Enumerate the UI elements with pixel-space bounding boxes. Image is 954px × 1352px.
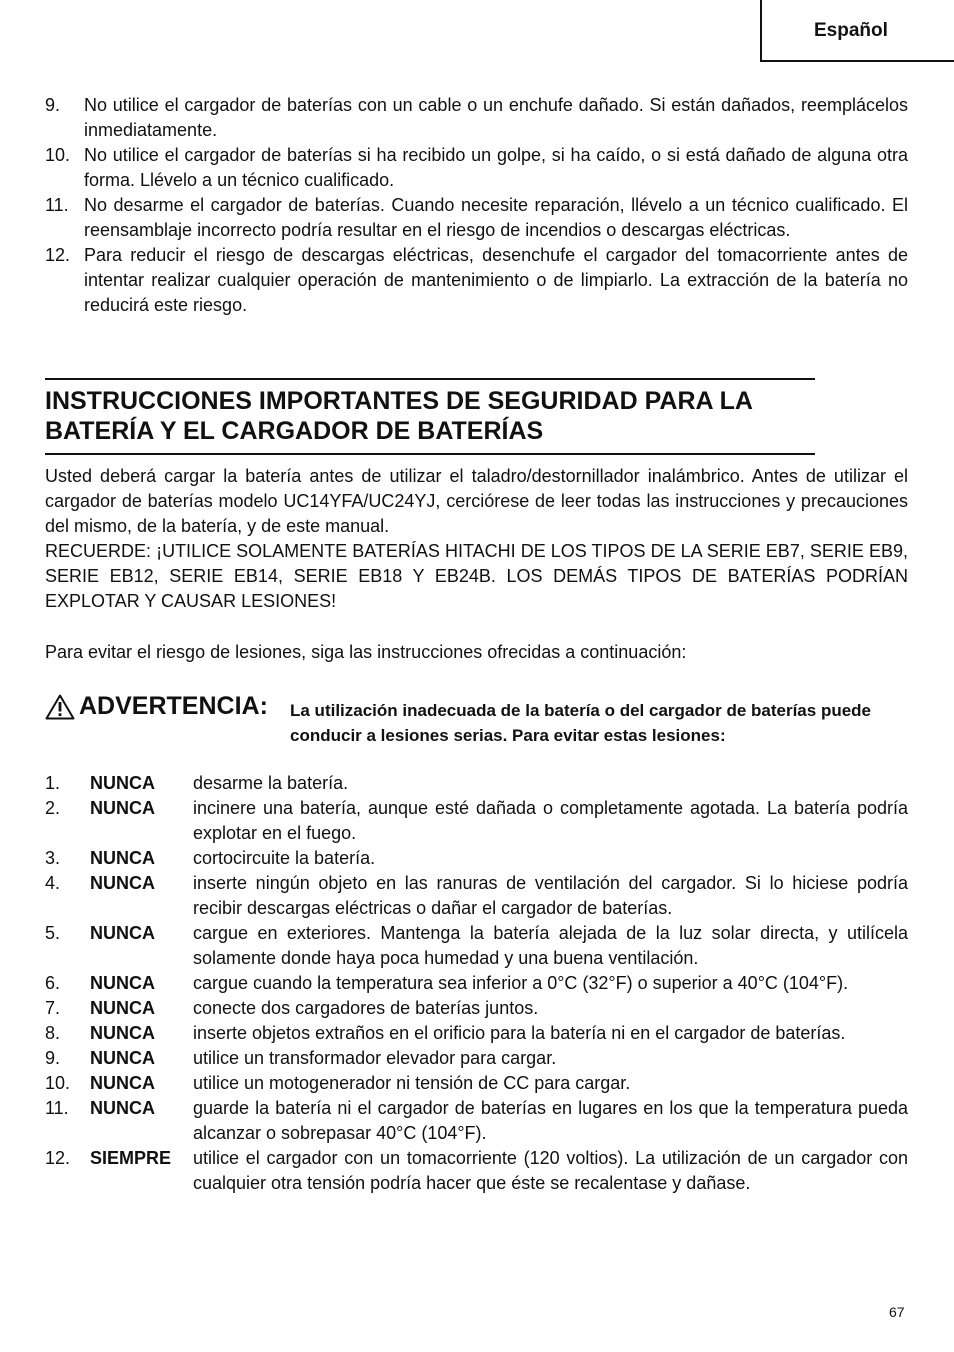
list-item: [45, 193, 908, 243]
item-text: Para reducir el riesgo de descargas eléctricas, desenchufe el cargador del tomacorriente antes de intentar realizar cualquier operación de mantenimiento o de limpiarlo. La extracción de la batería no reducirá este riesgo.: [84, 245, 908, 315]
rule-item: [45, 771, 908, 796]
rule-number: 10.: [45, 1073, 71, 1093]
rule-keyword: NUNCA: [90, 773, 155, 793]
warning-message: La utilización inadecuada de la batería o del cargador de baterías puede conducir a lesiones serias. Para evitar estas lesiones:: [290, 701, 872, 745]
item-number: 12.: [45, 245, 71, 265]
language-label: Español: [814, 20, 888, 41]
rule-item: [45, 971, 908, 996]
intro-block: [45, 464, 908, 614]
warning-triangle-icon: [45, 694, 75, 720]
rule-text: utilice el cargador con un tomacorriente (120 voltios). La utilización de un cargador con cualquier otra tensión podría hacer que éste se recalentase y dañase.: [193, 1148, 908, 1193]
item-text: No utilice el cargador de baterías si ha recibido un golpe, si ha caído, o si está dañado de alguna otra forma. Llévelo a un técnico cualificado.: [84, 145, 908, 190]
rule-text: incinere una batería, aunque esté dañada o completamente agotada. La batería podría explotar en el fuego.: [193, 798, 908, 843]
list-item: [45, 243, 908, 318]
rule-text: utilice un motogenerador ni tensión de CC para cargar.: [193, 1073, 631, 1093]
rule-text: cargue cuando la temperatura sea inferior a 0°C (32°F) o superior a 40°C (104°F).: [193, 973, 849, 993]
battery-rules-list: [45, 771, 908, 1196]
rule-number: 2.: [45, 798, 61, 818]
rule-item: [45, 1096, 908, 1146]
rule-item: [45, 871, 908, 921]
item-text: No desarme el cargador de baterías. Cuando necesite reparación, llévelo a un técnico cualificado. El reensamblaje incorrecto podría resultar en el riesgo de incendios o descargas eléctricas.: [84, 195, 908, 240]
rule-text: cargue en exteriores. Mantenga la batería alejada de la luz solar directa, y utilícela solamente donde haya poca humedad y una buena ventilación.: [193, 923, 908, 968]
rule-keyword: NUNCA: [90, 798, 155, 818]
page-number: 67: [889, 1304, 905, 1320]
rule-text: inserte ningún objeto en las ranuras de ventilación del cargador. Si lo hiciese podría recibir descargas eléctricas o dañar el cargador de baterías.: [193, 873, 908, 918]
rule-number: 7.: [45, 998, 61, 1018]
rule-number: 3.: [45, 848, 61, 868]
rule-keyword: NUNCA: [90, 1048, 155, 1068]
charger-precautions-list: [45, 93, 908, 318]
remember-notice: RECUERDE: ¡UTILICE SOLAMENTE BATERÍAS HITACHI DE LOS TIPOS DE LA SERIE EB7, SERIE EB9, SERIE EB12, SERIE EB14, SERIE EB18 Y EB24B. LOS DEMÁS TIPOS DE BATERÍAS PODRÍAN EXPLOTAR Y CAUSAR LESIONES!: [45, 541, 908, 611]
item-number: 11.: [45, 195, 69, 215]
rule-number: 5.: [45, 923, 61, 943]
intro-paragraph: Usted deberá cargar la batería antes de utilizar el taladro/destornillador inalámbrico. Antes de utilizar el cargador de baterías modelo UC14YFA/UC24YJ, cerciórese de leer todas las instrucciones y precauciones del mismo, de la batería, y de este manual.: [45, 466, 908, 536]
rule-keyword: NUNCA: [90, 923, 155, 943]
rule-keyword: NUNCA: [90, 848, 155, 868]
item-number: 10.: [45, 145, 71, 165]
rule-keyword: NUNCA: [90, 1023, 155, 1043]
rule-number: 1.: [45, 773, 61, 793]
rule-text: conecte dos cargadores de baterías juntos.: [193, 998, 539, 1018]
rule-text: inserte objetos extraños en el orificio para la batería ni en el cargador de baterías.: [193, 1023, 846, 1043]
language-tab: [760, 0, 954, 62]
avoid-injury-text: Para evitar el riesgo de lesiones, siga las instrucciones ofrecidas a continuación:: [45, 642, 687, 662]
rule-keyword: NUNCA: [90, 998, 155, 1018]
rule-number: 6.: [45, 973, 61, 993]
rule-keyword: NUNCA: [90, 873, 155, 893]
rule-keyword: NUNCA: [90, 1098, 155, 1118]
rule-text: cortocircuite la batería.: [193, 848, 376, 868]
rule-text: desarme la batería.: [193, 773, 349, 793]
rule-item: [45, 846, 908, 871]
rule-item: [45, 996, 908, 1021]
rule-text: guarde la batería ni el cargador de baterías en lugares en los que la temperatura pueda alcanzar o sobrepasar 40°C (104°F).: [193, 1098, 908, 1143]
rule-item: [45, 1146, 908, 1196]
rule-number: 12.: [45, 1148, 71, 1168]
rule-item: [45, 1021, 908, 1046]
rule-item: [45, 1046, 908, 1071]
list-item: [45, 93, 908, 143]
rule-number: 11.: [45, 1098, 69, 1118]
rule-number: 8.: [45, 1023, 61, 1043]
rule-keyword: NUNCA: [90, 1073, 155, 1093]
item-text: No utilice el cargador de baterías con un cable o un enchufe dañado. Si están dañados, reemplácelos inmediatamente.: [84, 95, 908, 140]
warning-label: ADVERTENCIA:: [79, 692, 268, 720]
rule-item: [45, 1071, 908, 1096]
list-item: [45, 143, 908, 193]
rule-keyword: SIEMPRE: [90, 1148, 172, 1168]
rule-number: 9.: [45, 1048, 61, 1068]
item-number: 9.: [45, 95, 61, 115]
rule-text: utilice un transformador elevador para cargar.: [193, 1048, 557, 1068]
rule-keyword: NUNCA: [90, 973, 155, 993]
section-heading: INSTRUCCIONES IMPORTANTES DE SEGURIDAD PARA LA BATERÍA Y EL CARGADOR DE BATERÍAS: [45, 378, 815, 455]
rule-item: [45, 796, 908, 846]
rule-item: [45, 921, 908, 971]
rule-number: 4.: [45, 873, 61, 893]
